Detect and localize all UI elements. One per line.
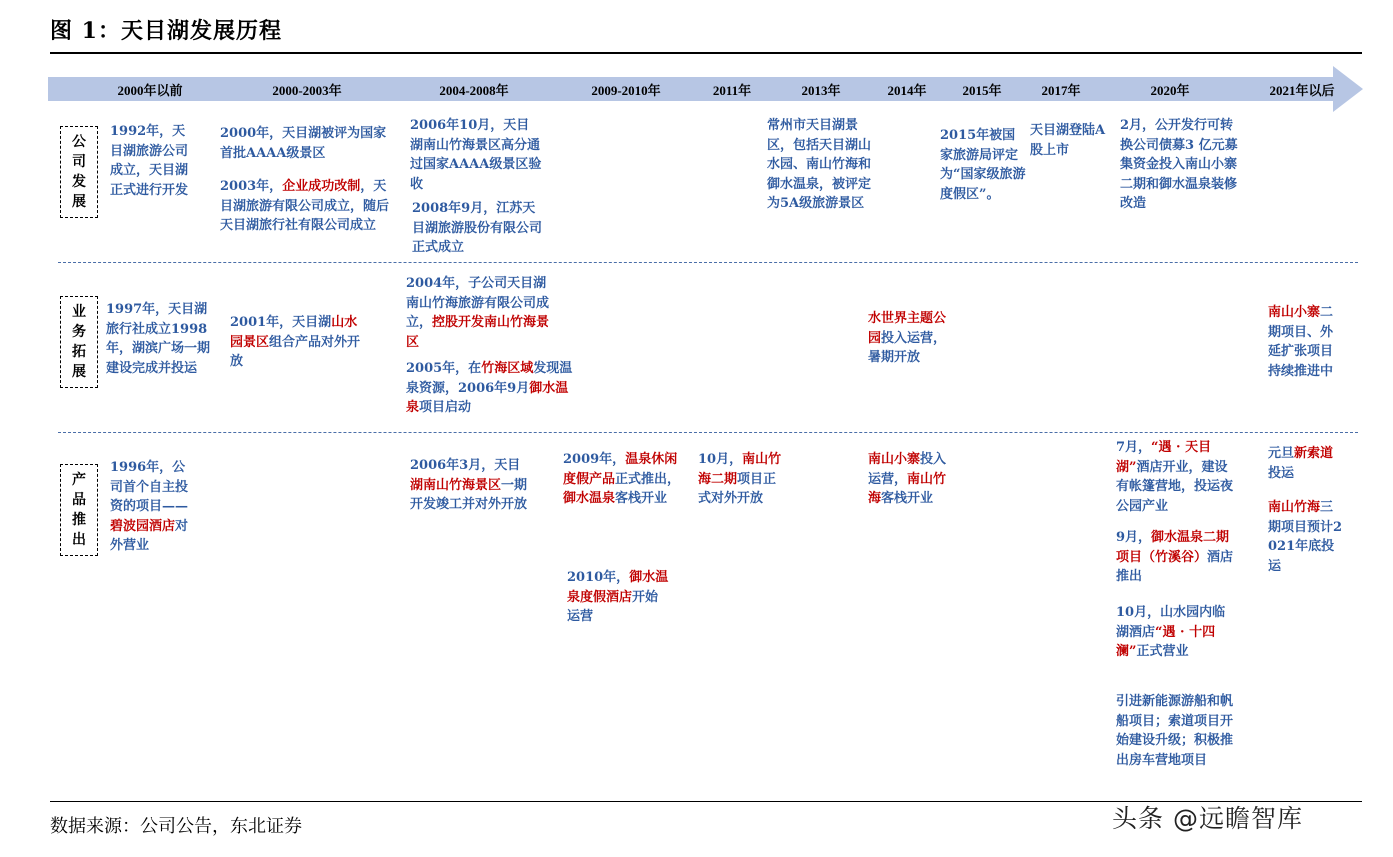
event-text: 一期开发竣工并对外开放: [410, 477, 528, 512]
event-note: [410, 116, 542, 194]
event-text-highlight: 御水温泉: [563, 491, 616, 506]
year-label: 2014年: [887, 83, 927, 98]
figure-title: 图 1：天目湖发展历程: [50, 18, 282, 44]
event-text: 对外营业: [110, 518, 189, 553]
year-label: 2000年以前: [117, 83, 183, 98]
event-note: [220, 177, 390, 236]
event-note: [868, 450, 958, 509]
event-note: [940, 126, 1028, 204]
event-text: 客栈开业: [615, 491, 668, 506]
event-note: [1268, 498, 1344, 576]
event-text: 2015年被国家旅游局评定为“国家级旅游度假区”。: [940, 128, 1026, 202]
event-note: [1268, 303, 1344, 381]
row-label-char: 拓: [72, 344, 86, 360]
source-note: 数据来源：公司公告，东北证券: [50, 816, 302, 837]
event-text: 1992年，天目湖旅游公司成立，天目湖正式进行开发: [110, 124, 189, 198]
event-text: 三期项目预计2021年底投运: [1268, 500, 1343, 574]
event-note: [1116, 438, 1238, 516]
row-label-char: 司: [72, 154, 86, 170]
event-text: 2003年，: [220, 179, 283, 194]
event-note: [567, 568, 671, 627]
event-text: 1997年，天目湖旅行社成立1998年，湖滨广场一期建设完成并投运: [106, 302, 211, 376]
event-text-highlight: 山水园景区: [230, 315, 358, 350]
event-text: 引进新能源游船和帆船项目；索道项目开始建设升级；积极推出房车营地项目: [1116, 694, 1234, 768]
event-text: 2月，公开发行可转换公司债募3 亿元募集资金投入南山小寨二期和御水温泉装修改造: [1120, 118, 1238, 211]
event-text: 酒店开业，建设有帐篷营地，投运夜公园产业: [1116, 459, 1234, 514]
event-text: 2008年9月，江苏天目湖旅游股份有限公司正式成立: [412, 201, 543, 255]
event-text: 投入运营，: [868, 452, 947, 487]
row-label-char: 展: [72, 364, 86, 380]
year-label: 2017年: [1041, 83, 1081, 98]
event-note: [110, 122, 198, 200]
event-text-highlight: 南山竹海: [1268, 500, 1321, 515]
event-text: 项目正式对外开放: [698, 471, 777, 506]
event-text: 2004年，子公司天目湖南山竹海旅游有限公司成立，: [406, 276, 550, 330]
event-text-highlight: 碧波园酒店: [110, 518, 176, 534]
event-text-highlight: 南山小寨: [868, 452, 921, 467]
title-rule: [50, 52, 1362, 54]
event-text: 2009年，: [563, 452, 626, 467]
year-label: 2015年: [962, 83, 1002, 98]
row-label-char: 推: [72, 512, 86, 528]
event-text-highlight: 新索道: [1294, 446, 1334, 461]
event-text: 元旦: [1268, 446, 1295, 461]
event-text-highlight: 企业成功改制: [282, 179, 361, 194]
event-note: [767, 116, 871, 214]
event-note: [1116, 528, 1238, 587]
event-text: 10月，: [698, 452, 743, 467]
event-text: 2001年，天目湖: [230, 315, 332, 330]
event-note: [1268, 444, 1346, 483]
event-note: [110, 458, 198, 556]
event-text-highlight: “遇 · 天目湖”: [1116, 440, 1212, 475]
row-divider: [58, 262, 1358, 263]
row-label-product: [60, 464, 98, 556]
event-note: [220, 124, 388, 163]
event-text: 10月，山水园内临湖酒店: [1116, 605, 1226, 640]
row-label-business: [60, 296, 98, 388]
event-text-highlight: 温泉休闲度假产品: [563, 452, 678, 487]
event-text: 1996年，公司首个自主投资的项目——: [110, 460, 189, 514]
event-text-highlight: 南山竹海: [868, 471, 947, 506]
row-label-char: 出: [72, 532, 86, 548]
event-note: [410, 456, 532, 515]
event-text-highlight: 水世界主题公园: [868, 311, 947, 346]
event-text: 9月，: [1116, 530, 1152, 545]
event-text: 项目启动: [419, 400, 472, 415]
event-text-highlight: 御水温泉: [406, 380, 569, 415]
event-text: 二期项目、外延扩张项目持续推进中: [1268, 305, 1334, 379]
year-label: 2004-2008年: [439, 83, 509, 98]
event-text: 正式推出，: [615, 471, 681, 487]
year-label: 2013年: [801, 83, 841, 98]
row-label-char: 展: [72, 194, 86, 210]
event-text: 天目湖登陆A股上市: [1030, 123, 1106, 158]
event-text-highlight: 竹海区域: [481, 361, 534, 376]
event-note: [1116, 603, 1236, 662]
event-text: 正式营业: [1136, 644, 1189, 659]
event-text: 常州市天目湖景区，包括天目湖山水园、南山竹海和御水温泉，被评定为5A级旅游景区: [767, 118, 872, 211]
event-text: 2006年3月，天目: [410, 458, 521, 473]
row-label-company: [60, 126, 98, 218]
event-note: [698, 450, 786, 509]
event-text-highlight: 南山竹海二期: [698, 452, 782, 487]
row-label-char: 业: [72, 304, 86, 320]
row-divider: [58, 432, 1358, 433]
year-label: 2011年: [712, 83, 752, 98]
row-label-char: 公: [72, 134, 86, 150]
row-label-char: 品: [72, 492, 86, 508]
event-text: 投运: [1268, 465, 1295, 481]
event-note: [1030, 121, 1106, 160]
year-label: 2021年以后: [1269, 83, 1335, 98]
event-text-highlight: 御水温泉度假酒店: [567, 570, 669, 605]
event-text: 发现温泉资源，2006年9月: [406, 361, 573, 396]
event-text: ，天目湖旅游有限公司成立，随后天目湖旅行社有限公司成立: [220, 179, 390, 233]
event-text: 开始运营: [567, 589, 659, 624]
row-label-char: 产: [72, 472, 86, 488]
event-text: 7月，: [1116, 440, 1152, 455]
event-text: 组合产品对外开放: [230, 334, 361, 369]
row-label-char: 务: [72, 324, 86, 340]
event-note: [868, 309, 956, 368]
event-note: [412, 199, 546, 258]
event-text-highlight: “遇 · 十四澜”: [1116, 624, 1216, 659]
event-text-highlight: 控股开发南山竹海景区: [406, 315, 550, 350]
year-label: 2020年: [1150, 83, 1190, 98]
event-note: [406, 359, 576, 418]
event-note: [106, 300, 210, 378]
event-text: 2005年，在: [406, 361, 482, 376]
event-text: 投入运营，暑期开放: [868, 330, 947, 365]
event-note: [1120, 116, 1240, 214]
event-text-highlight: 御水温泉二期项目（竹溪谷）: [1116, 530, 1230, 565]
watermark: 头条 @远瞻智库: [1112, 804, 1303, 833]
event-note: [563, 450, 685, 509]
event-note: [230, 313, 364, 372]
event-text: 2010年，: [567, 570, 630, 585]
event-note: [1116, 692, 1236, 770]
event-text-highlight: 湖南山竹海景区: [410, 477, 502, 493]
event-text: 2000年，天目湖被评为国家首批AAAA级景区: [220, 126, 387, 161]
event-text: 酒店推出: [1116, 549, 1234, 584]
event-text-highlight: 南山小寨: [1268, 305, 1321, 320]
year-label: 2009-2010年: [591, 83, 661, 98]
year-label: 2000-2003年: [272, 83, 342, 98]
event-text: 2006年10月，天目湖南山竹海景区高分通过国家AAAA级景区验收: [410, 118, 542, 192]
event-text: 客栈开业: [881, 491, 934, 506]
event-note: [406, 274, 558, 352]
row-label-char: 发: [72, 174, 86, 190]
